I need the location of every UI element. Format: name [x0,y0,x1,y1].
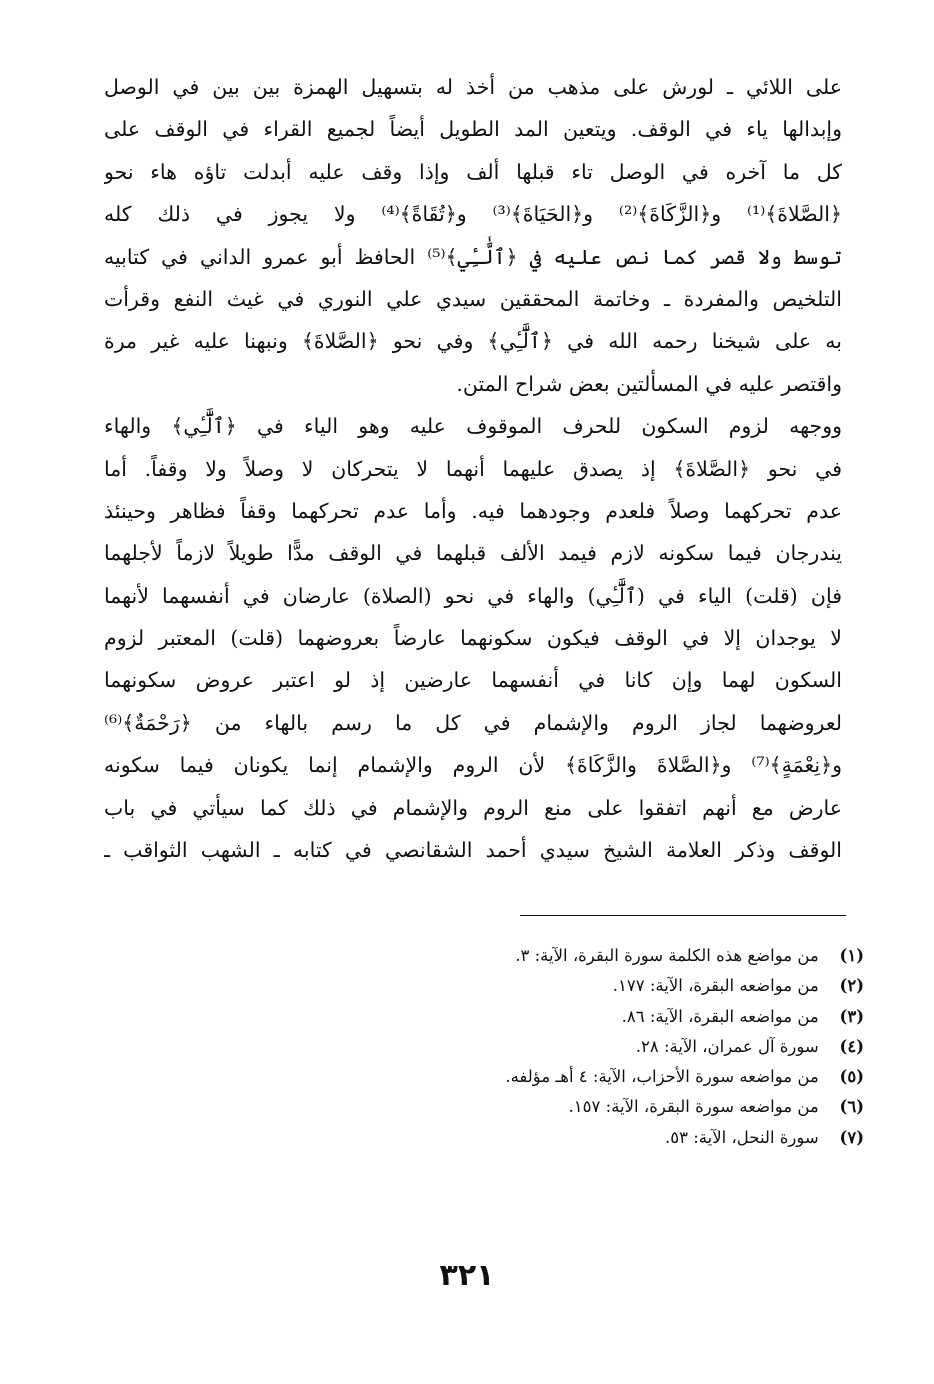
text-line: فإن (قلت) الياء في (ٱلَّٰٓـِٔي) والهاء في نحو (الصلاة) عارضان في أنفسهما لأنهما [104,583,842,608]
footnote-number: (١) [839,946,864,965]
footnote-text: من مواضع هذه الكلمة سورة البقرة، الآية: ٣. [515,946,819,965]
footnotes [300,941,864,1153]
text-line: ﴿الصَّلاةَ﴾⁽¹⁾ و﴿الزَّكَاةَ﴾⁽²⁾ و﴿الحَيَاةَ﴾⁽³⁾ و﴿تُقَاةً﴾⁽⁴⁾ ولا يجوز في ذلك كله [104,202,842,227]
text-line: ووجهه لزوم السكون للحرف الموقوف عليه وهو الياء في ﴿ٱلَّٰٓـِٔي﴾ والهاء [104,414,842,439]
text-line: واقتصر عليه في المسألتين بعض شراح المتن. [456,371,842,396]
text-line: السكون لهما وإن كانا في أنفسهما عارضين إذ لو اعتبر عروض سكونهما [104,668,842,693]
footnote-text: من مواضعه البقرة، الآية: ١٧٧. [612,976,819,996]
text-line: وإبدالها ياء في الوقف. ويتعين المد الطويل أيضاً لجميع القراء في الوقف على [104,117,842,142]
footnote-separator [520,915,846,916]
main-text [104,66,842,871]
page-number: ٣٢١ [439,1258,495,1293]
text-line: به على شيخنا رحمه الله في ﴿ٱلَّٰٓـِٔي﴾ وفي نحو ﴿الصَّلاةَ﴾ ونبهنا عليه غير مرة [104,329,842,354]
footnote-number: (٦) [839,1097,864,1117]
footnote-number: (٢) [839,976,864,996]
text-line: كل ما آخره في الوصل تاء قبلها ألف وإذا وقف عليه أبدلت تاؤه هاء نحو [104,159,842,184]
text-line: في نحو ﴿الصَّلاةَ﴾ إذ يصدق عليهما أنهما لا يتحركان لا وصلاً ولا وقفاً. أما [104,456,842,481]
footnote-text: سورة آل عمران، الآية: ٢٨. [635,1036,819,1056]
footnote-item [300,941,864,971]
footnote-text: من مواضعه سورة الأحزاب، الآية: ٤ أهـ مؤلفه. [505,1067,819,1087]
text-line: عدم تحركهما وصلاً فلعدم وجودهما فيه. وأما عدم تحركهما وقفاً فظاهر وحينئذ [104,498,842,523]
footnote-item [300,1092,864,1122]
footnote-item [300,1032,864,1062]
text-line: على اللائي ـ لورش على مذهب من أخذ له بتسهيل الهمزة بين بين في الوصل [104,75,842,99]
text-line: يندرجان فيما سكونه لازم فيمد الألف قبلهما في الوقف مدًّا طويلاً لازماً لأجلهما [104,541,842,566]
footnote-number: (٥) [839,1067,864,1087]
text-line: توسط ولا قصر كما نص عليه في ﴿ٱلَّٰٓـِٔي﴾⁽⁵⁾ الحافظ أبو عمرو الداني في كتابيه [104,244,842,269]
footnote-number: (٧) [839,1127,864,1147]
footnote-number: (٣) [839,1006,864,1026]
footnote-text: من مواضعه سورة البقرة، الآية: ١٥٧. [568,1097,819,1117]
text-line: و﴿نِعْمَةٍ﴾⁽⁷⁾ و﴿الصَّلاةَ والزَّكَاةَ﴾ لأن الروم والإشمام إنما يكونان فيما سكونه [104,753,842,778]
text-line: لا يوجدان إلا في الوقف فيكون سكونهما عارضاً بعروضهما (قلت) المعتبر لزوم [104,626,842,651]
text-line: التلخيص والمفردة ـ وخاتمة المحققين سيدي علي النوري في غيث النفع وقرأت [104,286,842,311]
footnote-item [300,1002,864,1032]
footnote-text: من مواضعه البقرة، الآية: ٨٦. [621,1006,819,1026]
text-line: لعروضهما لجاز الروم والإشمام في كل ما رسم بالهاء من ﴿رَحْمَةٌ﴾⁽⁶⁾ [104,710,842,735]
footnote-item [300,1062,864,1092]
footnote-text: سورة النحل، الآية: ٥٣. [665,1127,819,1147]
footnote-number: (٤) [839,1036,864,1056]
text-line: عارض مع أنهم اتفقوا على منع الروم والإشمام في ذلك كما سيأتي في باب [104,795,842,820]
footnote-item [300,1123,864,1153]
text-line: الوقف وذكر العلامة الشيخ سيدي أحمد الشقانصي في كتابه ـ الشهب الثواقب ـ [104,838,842,863]
footnote-item [300,971,864,1001]
